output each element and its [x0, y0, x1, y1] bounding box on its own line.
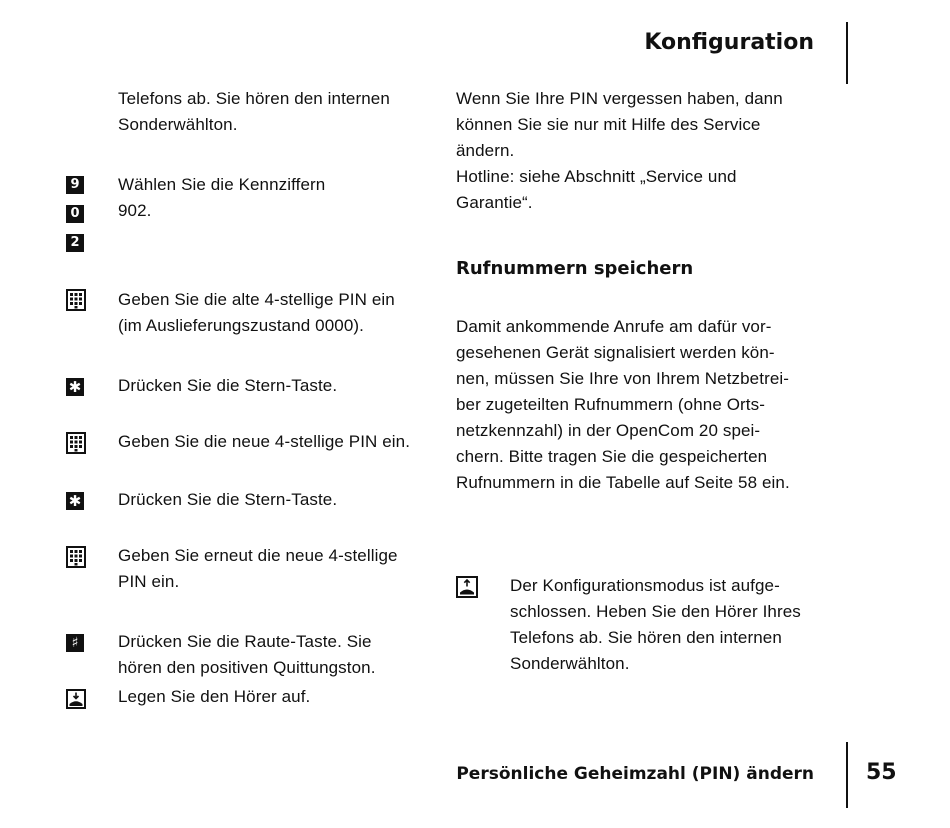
keypad-icon [66, 289, 86, 311]
hang-up-icon [66, 689, 86, 709]
page-header-title: Konfiguration [644, 30, 814, 55]
hash-key-icon: ♯ [66, 634, 84, 652]
step-repeat-pin: Geben Sie erneut die neue 4-stellige PIN ein. [118, 546, 398, 591]
step-hash: Drücken Sie die Raute-Taste. Sie hören den positiven Quittungston. [118, 632, 376, 677]
header-rule [846, 22, 848, 84]
step-liftup: Der Konfigurationsmodus ist aufge- schlossen. Heben Sie den Hörer Ihres Telefons ab. Sie hören den internen Sonderwählton. [510, 576, 801, 673]
keypad-icon [66, 546, 86, 568]
step-star-2: Drücken Sie die Stern-Taste. [118, 490, 338, 509]
forgot-pin-text: Wenn Sie Ihre PIN vergessen haben, dann können Sie sie nur mit Hilfe des Service ändern. Hotline: siehe Abschnitt „Service und Garantie“. [456, 89, 783, 212]
intro-text: Telefons ab. Sie hören den internen Sonderwählton. [118, 89, 390, 134]
section-body-text: Damit ankommende Anrufe am dafür vor- gesehenen Gerät signalisiert werden kön- nen, müssen Sie Ihre von Ihrem Netzbetrei- ber zugeteilten Rufnummern (ohne Orts- netzkennzahl) in der OpenCom 20 spei- chern. Bitte tragen Sie die gespeicherten Rufnummern in die Tabelle auf Seite 58 ein. [456, 317, 790, 492]
keypad-icon [66, 432, 86, 454]
step-star-1: Drücken Sie die Stern-Taste. [118, 376, 338, 395]
star-key-icon: ✱ [66, 378, 84, 396]
step-old-pin: Geben Sie die alte 4-stellige PIN ein (im Auslieferungszustand 0000). [118, 290, 395, 335]
step-new-pin: Geben Sie die neue 4-stellige PIN ein. [118, 432, 411, 451]
step-hangup: Legen Sie den Hörer auf. [118, 687, 311, 706]
page-number: 55 [866, 760, 897, 785]
star-key-icon: ✱ [66, 492, 84, 510]
section-heading: Rufnummern speichern [456, 258, 694, 279]
step-dial-code: Wählen Sie die Kennziffern 902. [118, 175, 326, 220]
footer-title: Persönliche Geheimzahl (PIN) ändern [456, 764, 814, 784]
footer-rule [846, 742, 848, 808]
key-9-icon: 9 [66, 176, 84, 194]
lift-handset-icon [456, 576, 478, 598]
key-0-icon: 0 [66, 205, 84, 223]
key-2-icon: 2 [66, 234, 84, 252]
